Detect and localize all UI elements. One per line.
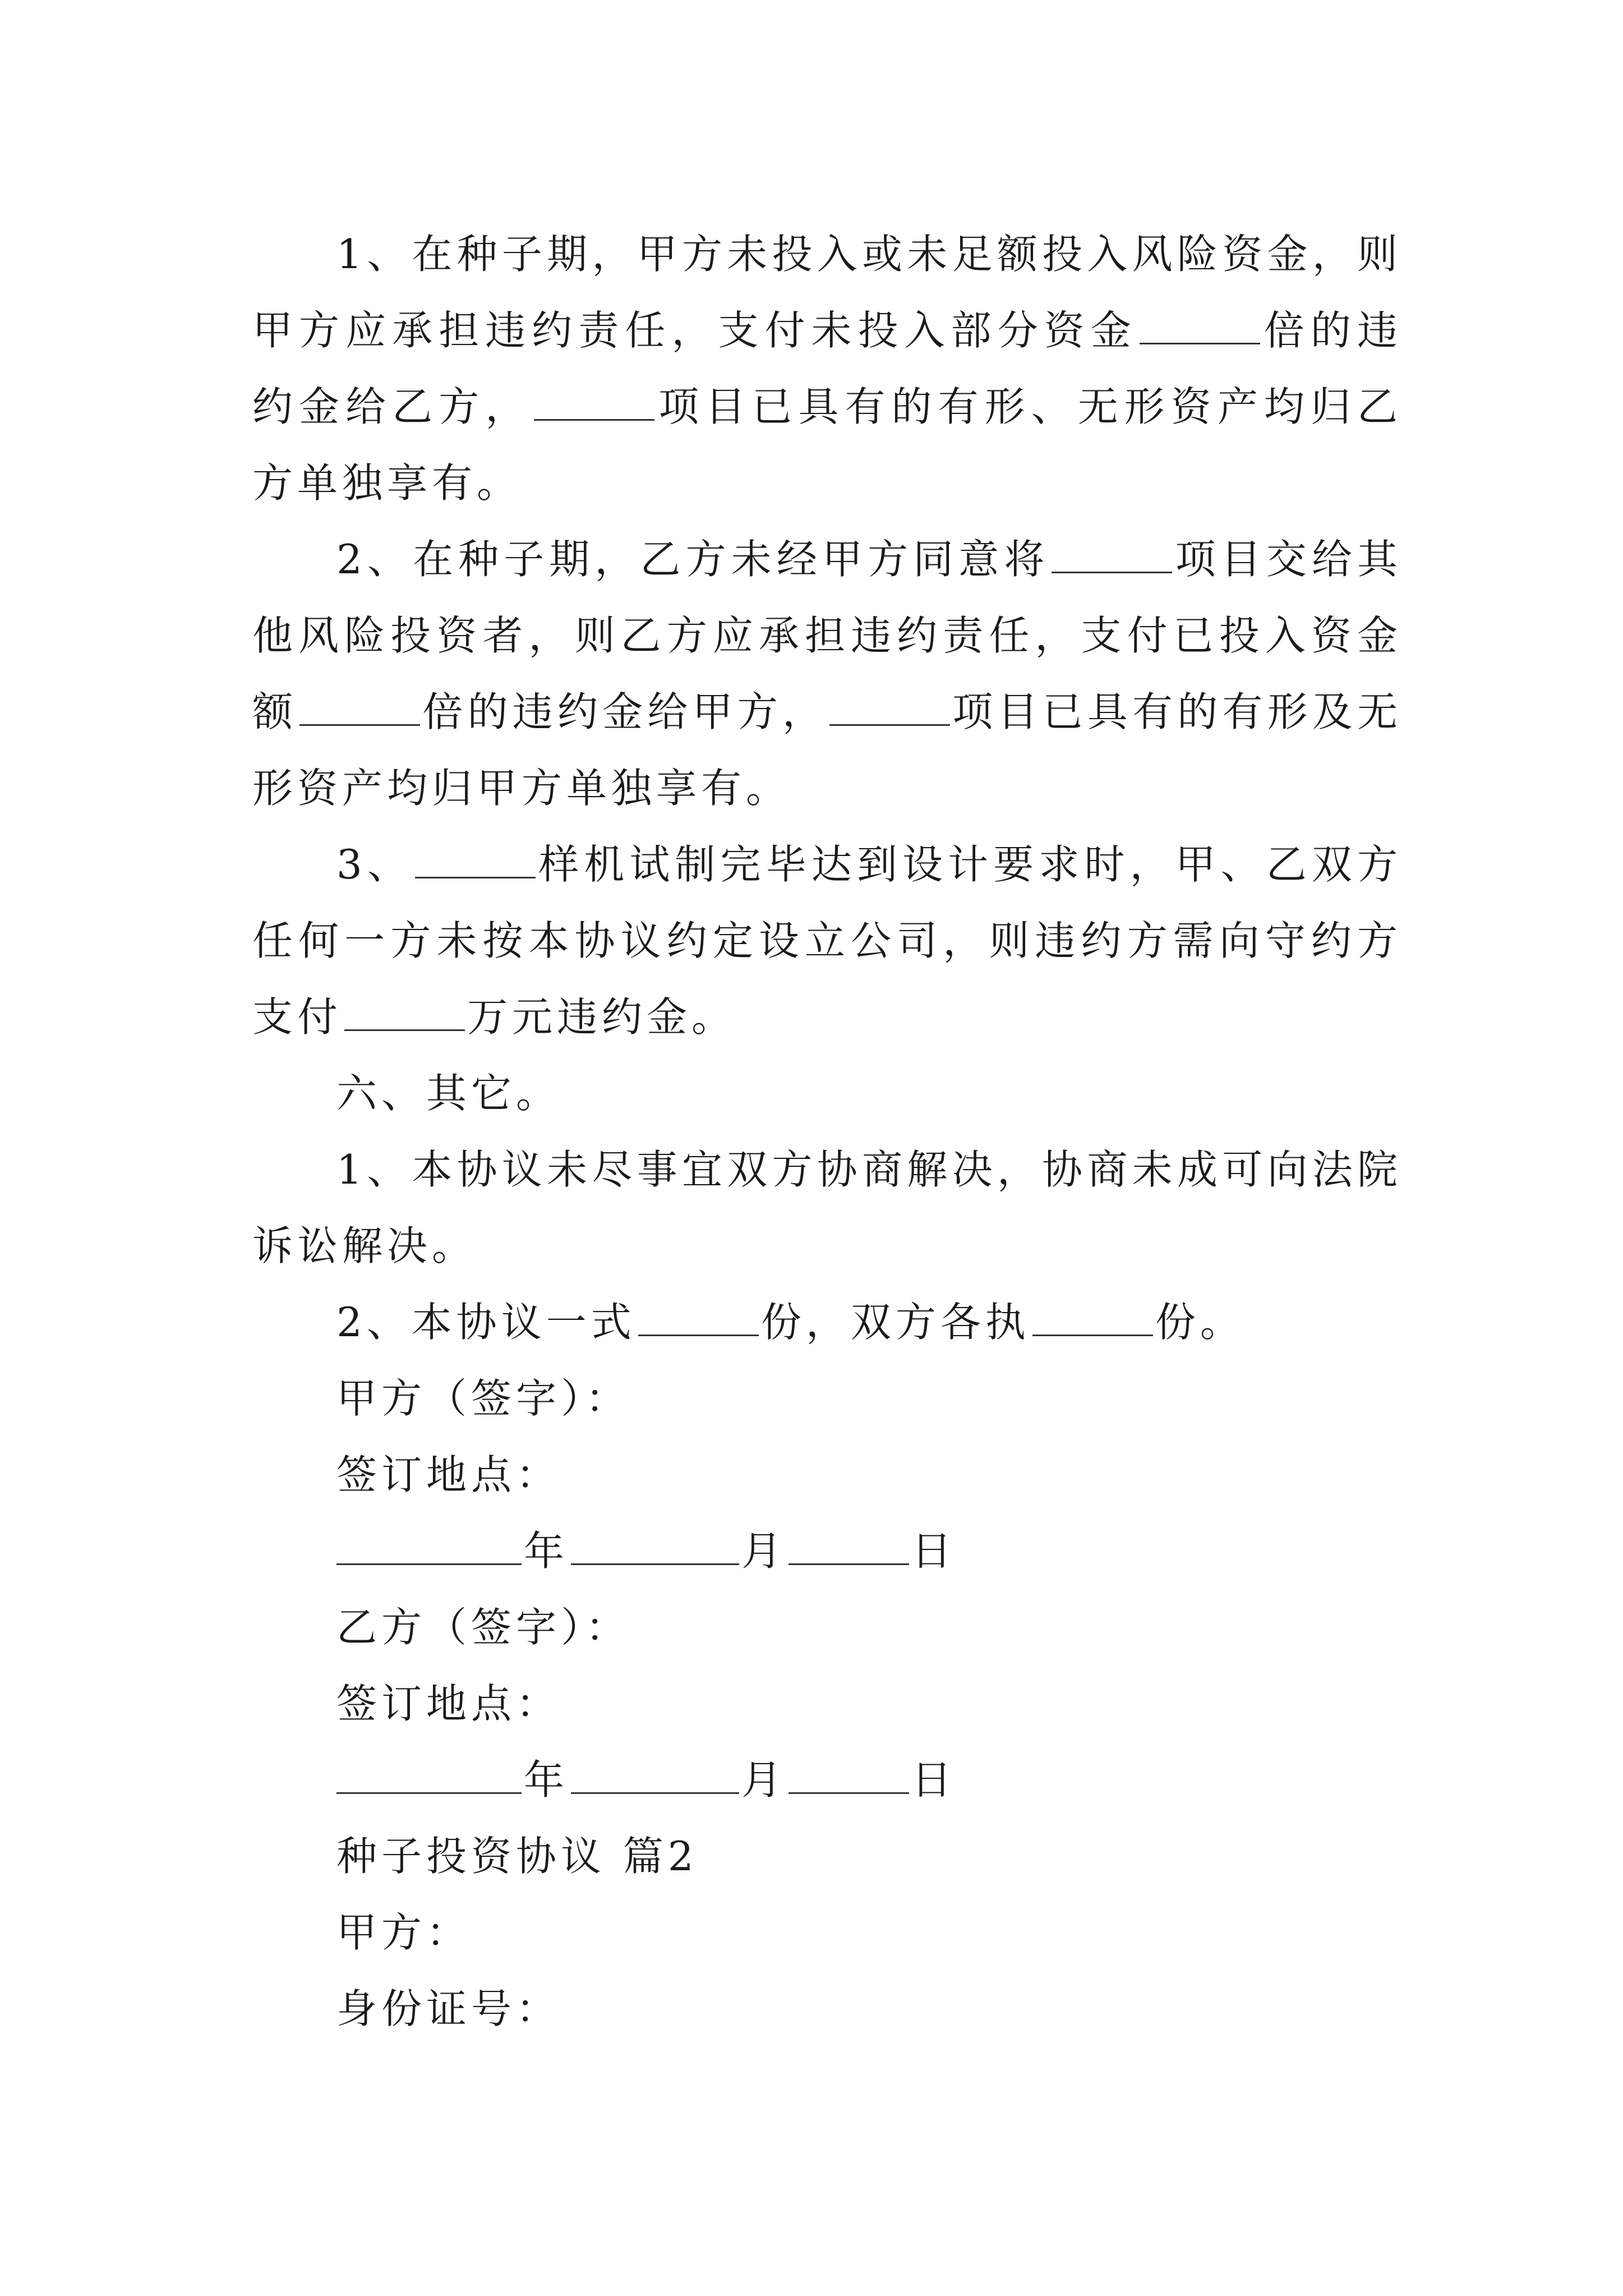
id-number-label: 身份证号：	[336, 1985, 561, 2032]
date-line-1	[252, 1513, 1402, 1589]
clause-2-text: 项目已具有的有形及无形资产均归甲方单独享有。	[252, 688, 1402, 812]
document-page	[252, 216, 1402, 2047]
blank-field[interactable]	[829, 687, 950, 726]
clause-1-text: 1、在种子期，甲方未投入或未足额投入风险资金，则甲方应承担违约责任，支付未投入部分资金	[252, 231, 1402, 354]
clause-2-text: 项目交给其他风险投资者，则乙方应承担违约责任，支付已投入资金额	[252, 536, 1402, 735]
blank-field[interactable]	[1052, 535, 1172, 573]
day-label: 日	[911, 1756, 957, 1803]
month-blank[interactable]	[571, 1755, 739, 1794]
next-document-title: 种子投资协议 篇2	[336, 1833, 698, 1880]
date-line-2	[252, 1742, 1402, 1818]
clause-1	[252, 216, 1402, 521]
year-blank[interactable]	[336, 1755, 522, 1794]
blank-field[interactable]	[638, 1297, 759, 1336]
month-blank[interactable]	[571, 1526, 739, 1565]
clause-3-text: 样机试制完毕达到设计要求时，甲、乙双方任何一方未按本协议约定设立公司，则违约方需向守约方支付	[252, 841, 1402, 1041]
blank-field[interactable]	[299, 687, 420, 726]
blank-field[interactable]	[415, 840, 536, 878]
day-blank[interactable]	[789, 1755, 909, 1794]
party-b-signature: 乙方（签字）：	[336, 1604, 631, 1651]
year-label: 年	[524, 1756, 569, 1803]
other-clause-2-text: 2、本协议一式	[336, 1299, 636, 1346]
other-clause-2-text: 份。	[1155, 1299, 1245, 1346]
party-a-signature: 甲方（签字）：	[336, 1375, 631, 1422]
other-clause-2	[252, 1284, 1402, 1360]
clause-1-text: 项目已具有的有形、无形资产均归乙方单独享有。	[252, 383, 1402, 507]
blank-field[interactable]	[534, 382, 654, 421]
blank-field[interactable]	[1032, 1297, 1153, 1336]
clause-3-text: 万元违约金。	[467, 993, 737, 1041]
clause-3-text: 3、	[336, 841, 413, 888]
clause-2-text: 2、在种子期，乙方未经甲方同意将	[336, 536, 1050, 583]
day-blank[interactable]	[789, 1526, 909, 1565]
other-clause-1: 1、本协议未尽事宜双方协商解决，协商未成可向法院诉讼解决。	[252, 1146, 1402, 1269]
other-clause-2-text: 份，双方各执	[760, 1299, 1030, 1346]
signing-place-2: 签订地点：	[336, 1680, 561, 1727]
clause-2	[252, 521, 1402, 826]
blank-field[interactable]	[344, 992, 465, 1031]
clause-3	[252, 826, 1402, 1055]
section-6-title: 六、其它。	[336, 1070, 561, 1117]
year-blank[interactable]	[336, 1526, 522, 1565]
clause-2-text: 倍的违约金给甲方，	[422, 688, 828, 735]
month-label: 月	[741, 1756, 787, 1803]
day-label: 日	[911, 1527, 957, 1575]
signing-place-1: 签订地点：	[336, 1451, 561, 1498]
clause-1-text: 倍的违约金给乙方，	[252, 307, 1402, 430]
party-a-label: 甲方：	[336, 1909, 472, 1956]
year-label: 年	[524, 1527, 569, 1575]
blank-field[interactable]	[1140, 306, 1260, 344]
month-label: 月	[741, 1527, 787, 1575]
